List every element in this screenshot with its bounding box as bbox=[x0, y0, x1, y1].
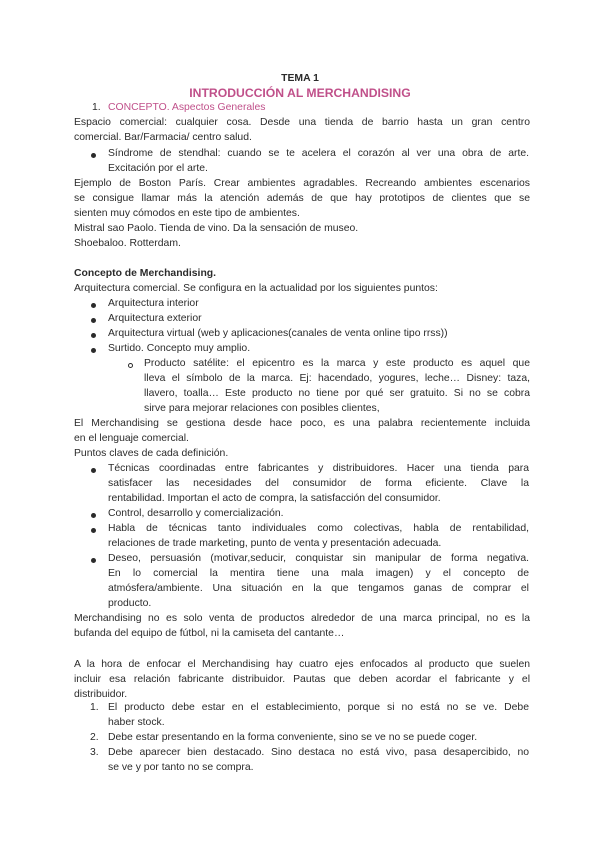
list-item: Deseo, persuasión (motivar,seducir, conquistar sin manipular de forma negativa. bbox=[108, 553, 529, 564]
list-item: Control, desarrollo y comercialización. bbox=[108, 508, 284, 519]
paragraph: incluir esa relación fabricante distribuidor. Pautas que deben acordar el fabricante y el bbox=[74, 674, 530, 685]
bullet-icon bbox=[91, 558, 96, 563]
paragraph: Merchandising no es solo venta de productos alrededor de una marca principal, no es la bbox=[74, 613, 530, 624]
bullet-icon bbox=[91, 468, 96, 473]
bullet-icon bbox=[91, 153, 96, 158]
section-number: 1. bbox=[92, 102, 101, 113]
topic-label: TEMA 1 bbox=[281, 73, 319, 84]
sub-list-item: Producto satélite: el epicentro es la marca y este producto es aquel que bbox=[144, 358, 530, 369]
list-item: relaciones de trade marketing, punto de venta y presentación adecuada. bbox=[108, 538, 442, 549]
list-item: producto. bbox=[108, 598, 152, 609]
bullet-icon bbox=[91, 303, 96, 308]
paragraph: se consigue llamar más la atención además de que hay prototipos de clientes que se bbox=[74, 193, 530, 204]
numbered-item: se ve y por tanto no se compra. bbox=[108, 762, 254, 773]
paragraph: sienten muy cómodos en este tipo de ambientes. bbox=[74, 208, 300, 219]
paragraph: distribuidor. bbox=[74, 689, 128, 700]
sub-list-item: llavero, toalla… Este producto no tiene por qué ser gratuito. Si no se cobra bbox=[144, 388, 530, 399]
bullet-icon bbox=[91, 513, 96, 518]
list-item: Excitación por el arte. bbox=[108, 163, 208, 174]
bullet-icon bbox=[91, 333, 96, 338]
list-item: atmósfera/ambiente. Una situación en la que tengamos ganas de comprar el bbox=[108, 583, 529, 594]
list-number: 3. bbox=[90, 747, 99, 758]
sub-list-item: lleva el símbolo de la marca. Ej: hacendado, yogures, leche… Disney: taza, bbox=[144, 373, 530, 384]
sub-bullet-icon bbox=[128, 363, 133, 368]
paragraph: bufanda del equipo de fútbol, ni la camiseta del cantante… bbox=[74, 628, 345, 639]
bullet-icon bbox=[91, 348, 96, 353]
sub-list-item: sirve para mejorar relaciones con posibles clientes, bbox=[144, 403, 380, 414]
list-item: Arquitectura interior bbox=[108, 298, 199, 309]
list-item: rentabilidad. Importan el acto de compra, la satisfacción del consumidor. bbox=[108, 493, 441, 504]
paragraph: Arquitectura comercial. Se configura en la actualidad por los siguientes puntos: bbox=[74, 283, 438, 294]
bullet-icon bbox=[91, 318, 96, 323]
numbered-item: Debe estar presentando en la forma conveniente, sino se ve no se puede coger. bbox=[108, 732, 478, 743]
paragraph: El Merchandising se gestiona desde hace poco, es una palabra recientemente incluida bbox=[74, 418, 530, 429]
list-item: Técnicas coordinadas entre fabricantes y distribuidores. Hacer una tienda para bbox=[108, 463, 529, 474]
paragraph: Shoebaloo. Rotterdam. bbox=[74, 238, 181, 249]
paragraph: Ejemplo de Boston París. Crear ambientes agradables. Recreando ambientes escenarios bbox=[74, 178, 530, 189]
concept-heading: Concepto de Merchandising. bbox=[74, 268, 217, 279]
list-item: Arquitectura virtual (web y aplicaciones(canales de venta online tipo rrss)) bbox=[108, 328, 448, 339]
numbered-item: Debe aparecer bien destacado. Sino destaca no está vivo, pasa desapercibido, no bbox=[108, 747, 529, 758]
paragraph: Espacio comercial: cualquier cosa. Desde una tienda de barrio hasta un gran centro bbox=[74, 117, 530, 128]
numbered-item: haber stock. bbox=[108, 717, 165, 728]
list-item: Surtido. Concepto muy amplio. bbox=[108, 343, 251, 354]
list-item: Síndrome de stendhal: cuando se te acelera el corazón al ver una obra de arte. bbox=[108, 148, 529, 159]
paragraph: Mistral sao Paolo. Tienda de vino. Da la sensación de museo. bbox=[74, 223, 359, 234]
list-item: satisfacer las necesidades del consumidor de forma eficiente. Clave la bbox=[108, 478, 529, 489]
bullet-icon bbox=[91, 528, 96, 533]
list-item: Habla de técnicas tanto individuales como colectivas, habla de rentabilidad, bbox=[108, 523, 529, 534]
section-title: CONCEPTO. Aspectos Generales bbox=[108, 102, 266, 113]
list-number: 2. bbox=[90, 732, 99, 743]
list-item: En lo comercial la mentira tiene una mala imagen) y el concepto de bbox=[108, 568, 529, 579]
paragraph: en el lenguaje comercial. bbox=[74, 433, 189, 444]
numbered-item: El producto debe estar en el establecimiento, porque si no está no se ve. Debe bbox=[108, 702, 529, 713]
paragraph: comercial. Bar/Farmacia/ centro salud. bbox=[74, 132, 252, 143]
list-item: Arquitectura exterior bbox=[108, 313, 202, 324]
paragraph: A la hora de enfocar el Merchandising hay cuatro ejes enfocados al producto que suelen bbox=[74, 659, 530, 670]
paragraph: Puntos claves de cada definición. bbox=[74, 448, 229, 459]
page-title: INTRODUCCIÓN AL MERCHANDISING bbox=[189, 86, 411, 100]
list-number: 1. bbox=[90, 702, 99, 713]
